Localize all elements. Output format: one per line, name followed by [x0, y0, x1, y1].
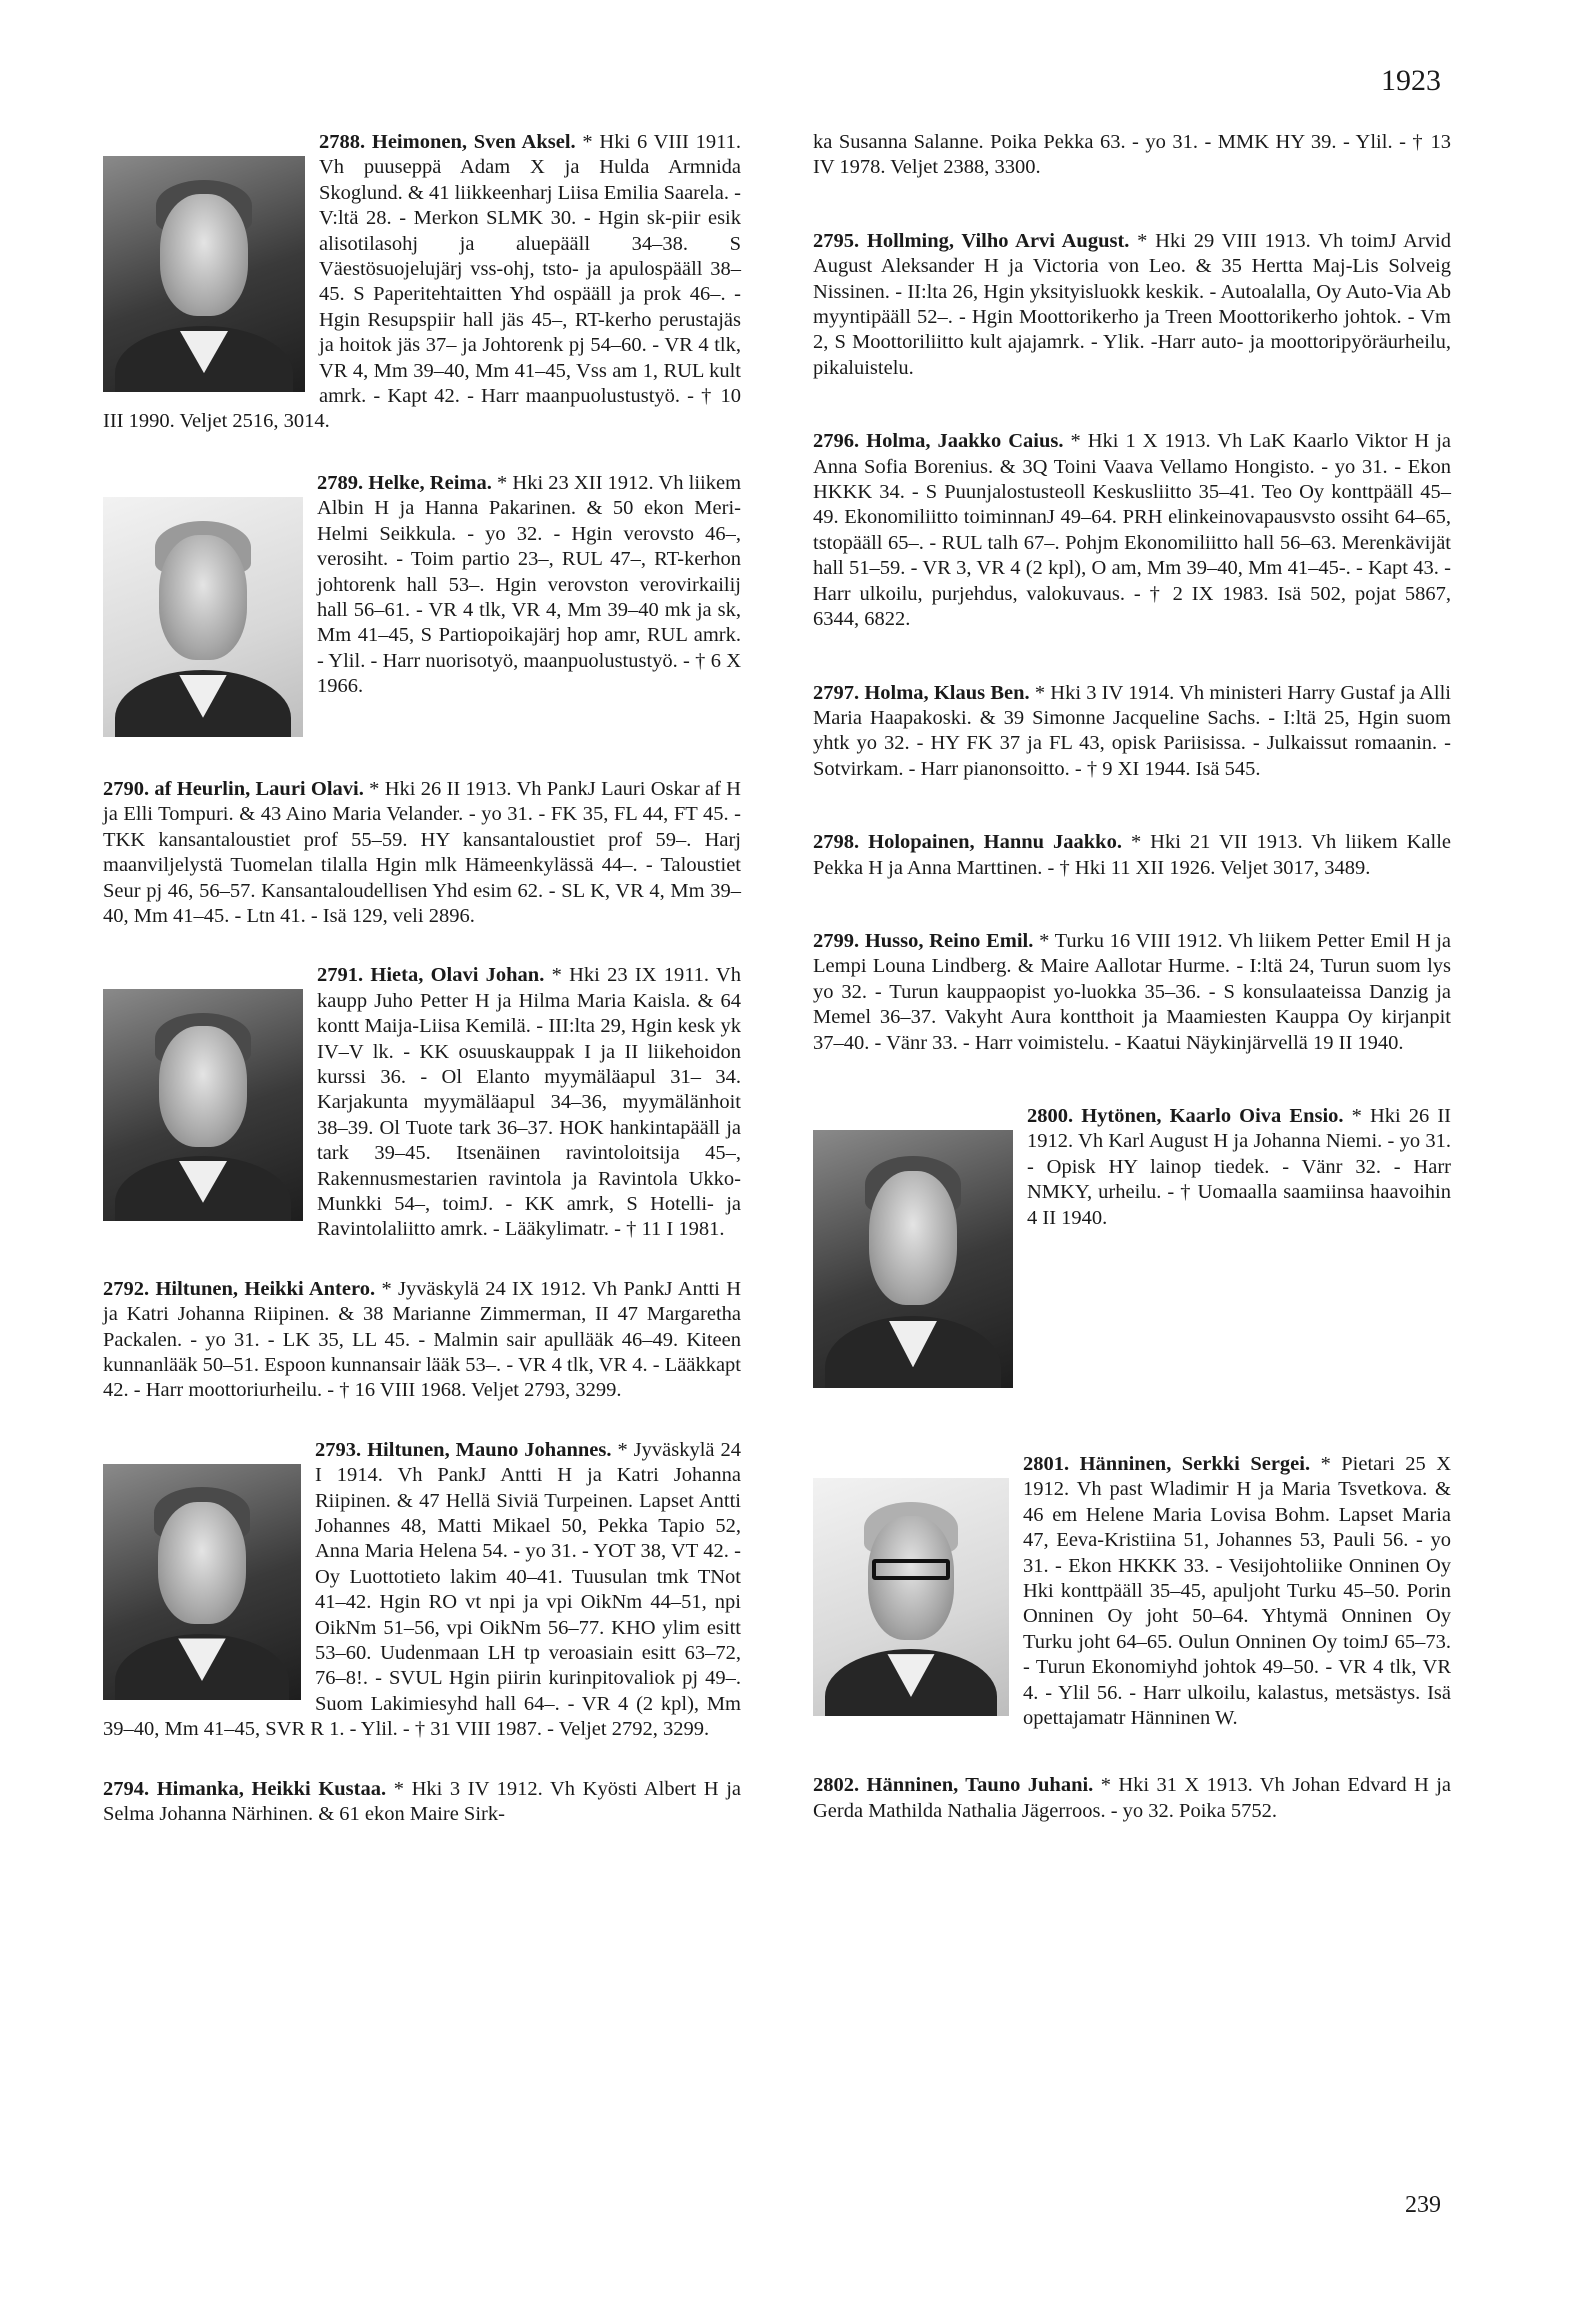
- entry-number: 2793.: [315, 1438, 368, 1461]
- entry-name: Hytönen, Kaarlo Oiva Ensio.: [1081, 1104, 1352, 1127]
- portrait-photo-helke: [103, 497, 303, 737]
- entry-name: Heimonen, Sven Aksel.: [371, 131, 583, 153]
- entry-name: af Heurlin, Lauri Olavi.: [154, 777, 370, 800]
- entry-name: Holopainen, Hannu Jaakko.: [868, 831, 1131, 854]
- entry-number: 2797.: [813, 681, 865, 704]
- entry-2792: [103, 1277, 741, 1404]
- entry-number: 2792.: [103, 1277, 156, 1300]
- entry-text: * Hki 26 II 1913. Vh PankJ Lauri Oskar af H ja Elli Tompuri. & 43 Aino Maria Velander. - yo 31. - FK 35, FL 44, FT 45. - TKK kansantaloustiet prof 55–59. HY kansantaloustiet prof 59–. Harj maanviljelystä Tuomelan tilalla Hgin mlk Hämeenkylässä 44–. - Taloustiet Seur pj 46, 56–57. Kansantaloudellisen Yhd esim 62. - SL K, VR 4, Mm 39–40, Mm 41–45. - Ltn 41. - Isä 129, veli 2896.: [103, 777, 741, 927]
- portrait-photo-hieta: [103, 989, 303, 1221]
- entry-number: 2790.: [103, 777, 155, 800]
- entry-text: * Hki 6 VIII 1911. Vh puuseppä Adam X ja Hulda Armnida Skoglund. & 41 liikkeenharj Liisa Emilia Saarela. - V:ltä 28. - Merkon SLMK 30. - Hgin sk-piir esik alisotilasohj ja aluepääll 34–38. S Väestösuojelujärj vss-ohj, tsto- ja apulospääll 38–45. S Paperitehtaitten Yhd ospääll ja prok 46–. - Hgin Resupspiir hall jäs 45–, RT-kerho perustajäs ja hoitok jäs 37– ja Johtorenk pj 54–60. - VR 4 tlk, VR 4, Mm 39–40, Mm 41–45, Vss am 1, RUL kult amrk. - Kapt 42. - Harr maanpuolustustyö. - † 10 III 1990. Veljet 2516, 3014.: [103, 131, 741, 433]
- entry-number: 2796.: [813, 430, 867, 453]
- entry-2788: [103, 130, 741, 435]
- entry-number: 2798.: [813, 831, 869, 854]
- entry-text: * Hki 31 X 1913. Vh Johan Edvard H ja Gerda Mathilda Nathalia Jägerroos. - yo 32. Poika 5752.: [813, 1774, 1452, 1822]
- entry-2801: [813, 1452, 1451, 1731]
- entry-text: * Jyväskylä 24 I 1914. Vh PankJ Antti H ja Katri Johanna Riipinen. & 47 Hellä Siviä Turpeinen. Lapset Antti Johannes 48, Matti Mikael 50, Pekka Tapio 52, Anna Maria Helena 54. - yo 31. - YOT 38, VT 42. - Oy Luottotieto lakim 40–41. Tuusulan tmk TNot 41–42. Hgin RO vt npi ja vpi OikNm 44–51, npi OikNm 51–56, vpi OikNm 56–77. KHO ylim esitt 53–60. Uudenmaan LH tp veroasiain esitt 63–72, 76–8!. - SVUL Hgin piirin kurinpitovaliok pj 49–. Suom Lakimiesyhd hall 64–. - VR 4 (2 kpl), Mm 39–40, Mm 41–45, SVR R 1. - Ylil. - † 31 VIII 1987. - Veljet 2792, 3299.: [103, 1438, 741, 1741]
- entry-name: Hiltunen, Heikki Antero.: [155, 1277, 382, 1300]
- entry-text: * Hki 29 VIII 1913. Vh toimJ Arvid August Aleksander H ja Victoria von Leo. & 35 Hertta Maj-Lis Solveig Nissinen. - II:lta 26, Hgin yksityisluokk keskik. - Autoalalla, Oy Auto-Via Ab myyntipääll 52–. - Hgin Moottorikerho ja Treen Moottorikerho johtok. - Vm 2, S Moottoriliitto kult ajajamrk. - Ylik. -Harr auto- ja moottoripyöräurheilu, pikaluistelu.: [813, 229, 1451, 379]
- entry-number: 2789.: [317, 471, 369, 494]
- entry-number: 2800.: [1027, 1104, 1082, 1127]
- entry-text: ka Susanna Salanne. Poika Pekka 63. - yo 31. - MMK HY 39. - Ylil. - † 13 IV 1978. Veljet 2388, 3300.: [813, 131, 1451, 179]
- entry-2789: [103, 471, 741, 741]
- entry-name: Hiltunen, Mauno Johannes.: [367, 1438, 618, 1461]
- left-column: [103, 130, 741, 1862]
- entry-2793: [103, 1438, 741, 1743]
- portrait-photo-hiltunen: [103, 1464, 301, 1700]
- entry-text: * Hki 26 II 1912. Vh Karl August H ja Johanna Niemi. - yo 31. - Opisk HY lainop tiedek. - Vänr 32. - Harr NMKY, urheilu. - † Uomaalla saamiinsa haavoihin 4 II 1940.: [1027, 1104, 1452, 1229]
- entry-name: Hänninen, Serkki Sergei.: [1079, 1452, 1321, 1475]
- entry-name: Husso, Reino Emil.: [864, 929, 1040, 952]
- entry-text: * Hki 21 VII 1913. Vh liikem Kalle Pekka H ja Anna Marttinen. - † Hki 11 XII 1926. Veljet 3017, 3489.: [813, 831, 1452, 879]
- entry-number: 2799.: [813, 929, 865, 952]
- portrait-photo-hanninen: [813, 1478, 1009, 1716]
- right-column: [813, 130, 1451, 1858]
- entry-text: * Hki 23 XII 1912. Vh liikem Albin H ja Hanna Pakarinen. & 50 ekon Meri-Helmi Seikkula. - yo 32. - Hgin verovsto 46–, verosiht. - Toim partio 23–, RUL 47–, RT-kerhon johtorenk hall 53–. Hgin verovston verovirkailij hall 56–61. - VR 4 tlk, VR 4, Mm 39–40 mk ja sk, Mm 41–45, S Partiopoikajärj hop amr, RUL amrk. - Ylil. - Harr nuorisotyö, maanpuolustustyö. - † 6 X 1966.: [317, 471, 742, 698]
- entry-2799: [813, 929, 1451, 1056]
- glasses-icon: [872, 1559, 950, 1580]
- entry-name: Hieta, Olavi Johan.: [370, 964, 552, 987]
- entry-text: * Turku 16 VIII 1912. Vh liikem Petter Emil H ja Lempi Louna Lindberg. & Maire Aallotar Hurme. - I:ltä 24, Turun suom lys yo 32. - Turun kauppaopist yo-luokka 35–36. - S konsulaateissa Danzig ja Memel 36–37. Vakyht Aura kontthoit ja Maamiesten Kauppa Oy kirjanpit 37–40. - Vänr 33. - Harr voimistelu. - Kaatui Näykinjärvellä 19 II 1940.: [813, 929, 1452, 1054]
- entry-name: Hänninen, Tauno Juhani.: [866, 1774, 1101, 1797]
- page-number-top: 1923: [1381, 64, 1441, 97]
- entry-2791: [103, 963, 741, 1242]
- entry-2794: [103, 1777, 741, 1828]
- portrait-photo-hytonen: [813, 1130, 1013, 1388]
- portrait-photo-heimonen: [103, 156, 305, 392]
- entry-2795: [813, 229, 1451, 381]
- entry-text: * Hki 23 IX 1911. Vh kaupp Juho Petter H ja Hilma Maria Kaisla. & 64 kontt Maija-Liisa Kemilä. - III:lta 29, Hgin kesk yk IV–V lk. - KK osuuskauppak I ja II liikehoidon kurssi 36. - Ol Elanto myymäläapul 31– 34. Karjakunta myymäläapul 34–36, myymälänhoit 38–39. Ol Tuote tark 36–37. HOK hankintapääll ja tark 39–45. Itsenäinen ravintoloitsija 45–, Rakennusmestarien ravintola ja Ravintola Ukko-Munkki 54–, toimJ. - KK amrk, S Hotelli- ja Ravintolaliitto amrk. - Lääkylimatr. - † 11 I 1981.: [317, 964, 741, 1241]
- entry-2802: [813, 1773, 1451, 1824]
- entry-2798: [813, 830, 1451, 881]
- entry-text: * Hki 1 X 1913. Vh LaK Kaarlo Viktor H ja Anna Sofia Borenius. & 3Q Toini Vaava Vellamo Hongisto. - yo 31. - Ekon HKKK 34. - S Puunjalostusteoll Keskusliitto 35–41. Teo Oy konttpääll 45– 49. Ekonomiliitto toiminnanJ 49–64. PRH elinkeinovapausvsto ossiht 64–65, tstopääll 65–. - RUL talh 67–. Pohjm Ekonomiliitto hall 56–63. Merenkävijät hall 51–59. - VR 3, VR 4 (2 kpl), O am, Mm 39–40, Mm 41–45-. - Kapt 43. - Harr ulkoilu, purjehdus, valokuvaus. - † 2 IX 1983. Isä 502, pojat 5867, 6344, 6822.: [813, 430, 1451, 631]
- entry-2790: [103, 777, 741, 929]
- entry-name: Hollming, Vilho Arvi August.: [866, 229, 1138, 252]
- entry-text: * Hki 3 IV 1914. Vh ministeri Harry Gustaf ja Alli Maria Haapakoski. & 39 Simonne Jacqueline Sachs. - I:ltä 25, Hgin suom yhtk yo 32. - HY FK 37 ja FL 43, opisk Pariisissa. - Julkaissut romaanin. - Sotvirkam. - Harr pianonsoitto. - † 9 XI 1944. Isä 545.: [813, 681, 1451, 780]
- entry-number: 2788.: [319, 131, 372, 153]
- entry-number: 2802.: [813, 1774, 867, 1797]
- entry-text: * Jyväskylä 24 IX 1912. Vh PankJ Antti H ja Katri Johanna Riipinen. & 38 Marianne Zimmerman, II 47 Margaretha Packalen. - yo 31. - LK 35, LL 45. - Malmin sair apullääk 46–49. Kiteen kunnanlääk 50–51. Espoon kunnansair lääk 53–. - VR 4 tlk, VR 4. - Lääkkapt 42. - Harr moottoriurheilu. - † 16 VIII 1968. Veljet 2793, 3299.: [103, 1277, 741, 1402]
- page-number-bottom: 239: [1405, 2192, 1441, 2218]
- entry-number: 2794.: [103, 1777, 157, 1800]
- entry-number: 2801.: [1023, 1452, 1080, 1475]
- entry-name: Holma, Jaakko Caius.: [866, 430, 1071, 453]
- entry-name: Himanka, Heikki Kustaa.: [156, 1777, 394, 1800]
- entry-2794-continued: [813, 130, 1451, 181]
- entry-text: * Pietari 25 X 1912. Vh past Wladimir H ja Maria Tsvetkova. & 46 em Helene Maria Lovisa Bohm. Lapset Maria 47, Eeva-Kristiina 51, Johannes 53, Pauli 56. - yo 31. - Ekon HKKK 33. - Vesijohtoliike Onninen Oy Hki konttpääll 35–45, apuljoht Turku 45–50. Porin Onninen Oy joht 50–64. Yhtymä Onninen Oy Turku joht 64–65. Oulun Onninen Oy toimJ 65–73. - Turun Ekonomiyhd johtok 49–50. - VR 4 tlk, VR 4. - Ylil 56. - Harr ulkoilu, kalastus, metsästys. Isä opettajamatr Hänninen W.: [1023, 1452, 1452, 1730]
- entry-number: 2795.: [813, 229, 867, 252]
- entry-2797: [813, 681, 1451, 783]
- entry-name: Holma, Klaus Ben.: [864, 681, 1035, 704]
- entry-2800: [813, 1104, 1451, 1392]
- entry-2796: [813, 429, 1451, 632]
- entry-name: Helke, Reima.: [368, 471, 497, 494]
- entry-number: 2791.: [317, 964, 371, 987]
- entry-text: * Hki 3 IV 1912. Vh Kyösti Albert H ja Selma Johanna Närhinen. & 61 ekon Maire Sirk-: [103, 1777, 741, 1826]
